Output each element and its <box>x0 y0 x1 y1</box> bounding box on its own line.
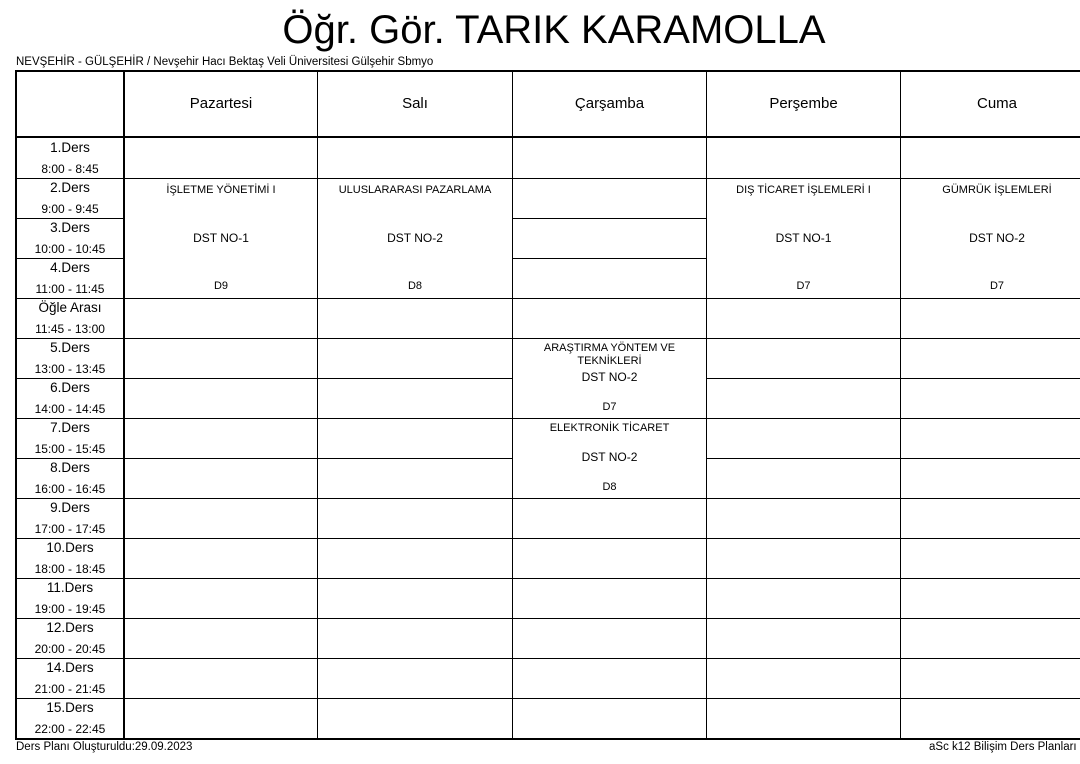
period-time: 11:45 - 13:00 <box>35 322 105 336</box>
grid-line <box>706 378 1080 379</box>
period-time: 20:00 - 20:45 <box>34 642 106 656</box>
course-room: D8 <box>602 481 617 493</box>
period-name: 15.Ders <box>46 700 94 715</box>
day-header-friday: Cuma <box>976 95 1017 112</box>
course-name: ARAŞTIRMA YÖNTEM VE <box>543 342 676 354</box>
period-name: 12.Ders <box>46 620 94 635</box>
period-time: 8:00 - 8:45 <box>41 162 99 176</box>
course-code: DST NO-1 <box>775 231 832 245</box>
period-time: 19:00 - 19:45 <box>34 602 106 616</box>
grid-line <box>15 458 512 459</box>
grid-line <box>512 258 706 259</box>
period-name: 5.Ders <box>50 340 90 355</box>
grid-line <box>15 618 1080 619</box>
period-name: Öğle Arası <box>38 300 102 315</box>
grid-line <box>15 378 512 379</box>
period-name: 9.Ders <box>50 500 90 515</box>
grid-line <box>15 136 1080 138</box>
grid-line <box>15 538 1080 539</box>
course-block[interactable] <box>707 179 900 298</box>
day-header-tuesday: Salı <box>402 95 428 112</box>
period-time: 17:00 - 17:45 <box>34 522 106 536</box>
grid-line <box>15 498 1080 499</box>
course-block[interactable] <box>901 179 1080 298</box>
period-time: 15:00 - 15:45 <box>34 442 106 456</box>
grid-line <box>706 70 707 740</box>
course-name: DIŞ TİCARET İŞLEMLERİ I <box>736 184 871 196</box>
grid-line <box>15 70 1080 72</box>
period-name: 8.Ders <box>50 460 90 475</box>
grid-line <box>15 658 1080 659</box>
period-time: 21:00 - 21:45 <box>34 682 106 696</box>
footer-created-date: Ders Planı Oluşturuldu:29.09.2023 <box>16 741 193 753</box>
period-time: 9:00 - 9:45 <box>41 202 99 216</box>
grid-line <box>512 218 706 219</box>
day-header-monday: Pazartesi <box>189 95 253 112</box>
course-room: D7 <box>602 401 617 413</box>
period-name: 7.Ders <box>50 420 90 435</box>
grid-line <box>15 258 123 259</box>
timetable-grid <box>15 70 1080 740</box>
course-room: D9 <box>213 280 229 292</box>
course-block[interactable] <box>513 419 706 498</box>
course-block[interactable] <box>513 339 706 418</box>
institution-subtitle: NEVŞEHİR - GÜLŞEHİR / Nevşehir Hacı Bektaş Veli Üniversitesi Gülşehir Sbmyo <box>16 56 434 68</box>
period-name: 4.Ders <box>50 260 90 275</box>
period-time: 13:00 - 13:45 <box>34 362 106 376</box>
period-time: 16:00 - 16:45 <box>34 482 106 496</box>
course-code: DST NO-2 <box>581 450 638 464</box>
grid-line <box>317 70 318 740</box>
course-block[interactable] <box>318 179 512 298</box>
course-code: DST NO-2 <box>387 231 443 245</box>
period-name: 14.Ders <box>46 660 94 675</box>
course-room: D7 <box>989 280 1005 292</box>
course-name: İŞLETME YÖNETİMİ I <box>166 184 276 196</box>
grid-line <box>15 578 1080 579</box>
grid-line <box>15 298 1080 299</box>
course-block[interactable] <box>125 179 317 298</box>
course-name: ULUSLARARASI PAZARLAMA <box>338 184 492 196</box>
day-header-wednesday: Çarşamba <box>574 95 645 112</box>
period-time: 10:00 - 10:45 <box>34 242 106 256</box>
page-title: Öğr. Gör. TARIK KARAMOLLA <box>282 8 826 52</box>
course-code: DST NO-1 <box>193 231 249 245</box>
course-room: D8 <box>407 280 423 292</box>
grid-line <box>15 218 123 219</box>
period-time: 22:00 - 22:45 <box>34 722 106 736</box>
period-name: 2.Ders <box>50 180 90 195</box>
period-name: 10.Ders <box>46 540 94 555</box>
period-time: 14:00 - 14:45 <box>34 402 106 416</box>
course-name: GÜMRÜK İŞLEMLERİ <box>942 184 1052 196</box>
grid-line <box>123 70 125 740</box>
period-name: 3.Ders <box>50 220 90 235</box>
course-code: DST NO-2 <box>581 370 638 384</box>
period-time: 11:00 - 11:45 <box>35 282 105 296</box>
grid-line <box>15 698 1080 699</box>
grid-line <box>900 70 901 740</box>
grid-line <box>706 458 1080 459</box>
course-name: TEKNİKLERİ <box>577 355 642 367</box>
period-name: 11.Ders <box>46 580 94 595</box>
course-room: D7 <box>796 280 811 292</box>
course-name: ELEKTRONİK TİCARET <box>549 422 670 434</box>
footer-software: aSc k12 Bilişim Ders Planları <box>929 741 1077 753</box>
course-code: DST NO-2 <box>969 231 1025 245</box>
period-name: 1.Ders <box>50 140 90 155</box>
period-time: 18:00 - 18:45 <box>34 562 106 576</box>
day-header-thursday: Perşembe <box>769 95 838 112</box>
period-name: 6.Ders <box>50 380 90 395</box>
